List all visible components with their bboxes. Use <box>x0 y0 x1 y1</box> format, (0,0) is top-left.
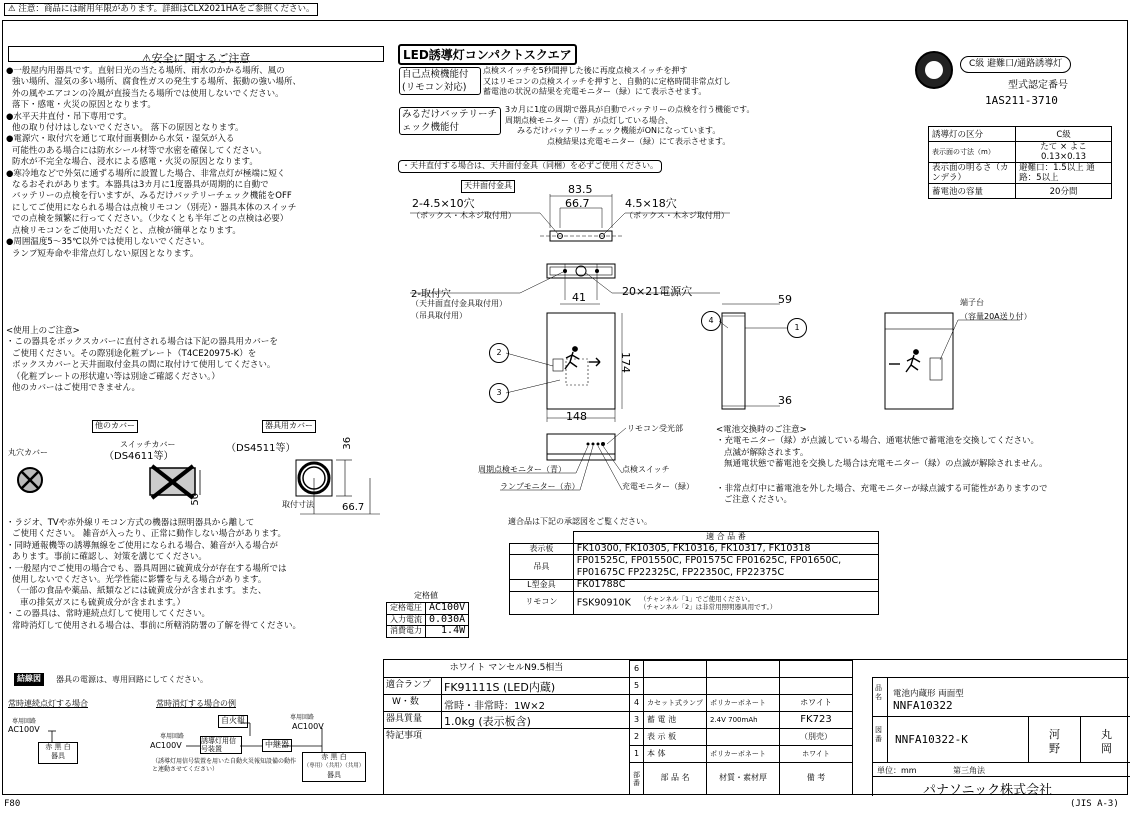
callout-1: 1 <box>787 318 807 338</box>
signal-label: 誘導灯用信号装置 <box>200 736 242 754</box>
footer-right: (JIS A-3) <box>1070 799 1119 809</box>
rating-title: 定格値 <box>414 591 438 600</box>
title-right-vline2 <box>1028 716 1029 762</box>
dim-148: 148 <box>566 410 587 423</box>
usage2-line: 車の排気ガスにも硫黄成分が含まれます。） <box>20 597 186 608</box>
auto-fire-label: 自火報 <box>218 715 248 728</box>
safety-line: ●周囲温度5～35℃以外では使用しないでください。 <box>6 237 210 248</box>
part-name: カセット式ランプ <box>644 695 707 712</box>
spec-w-row <box>384 694 630 712</box>
battery-check-text <box>505 105 755 147</box>
auto-check-label: 自己点検機能付(リモコン対応) <box>399 67 481 95</box>
part-name <box>644 661 707 678</box>
battery-note-line: 点滅が解除されます。 <box>724 447 809 458</box>
parts-row <box>630 746 853 763</box>
dno-key: 図番 <box>875 726 882 743</box>
title-right-hline3 <box>873 776 1130 777</box>
ac-label: AC100V <box>8 725 40 734</box>
parts-header-no: 部番 <box>630 763 644 795</box>
part-remark: ホワイト <box>780 695 853 712</box>
battery-note-line: ご注意ください。 <box>724 495 793 506</box>
cert-row <box>929 184 1112 199</box>
part-no: 2 <box>630 729 644 746</box>
remote-note-1: （チャンネル「1」でご使用ください。 <box>639 594 755 603</box>
safety-line: 防水が不完全な場合、浸水による感電・火災の原因となります。 <box>12 157 258 168</box>
title-right-hline2 <box>873 762 1130 763</box>
usage2-notes <box>6 518 301 632</box>
approval-number: 1AS211-3710 <box>985 94 1058 107</box>
cert-key: 表示面の寸法（m） <box>929 142 1016 163</box>
company-name: パナソニック株式会社 <box>923 783 1053 798</box>
safety-title: ⚠安全に関するご注意 <box>141 52 251 65</box>
usage2-line: ・この器具は、常時連続点灯して使用してください。 <box>6 609 211 620</box>
cert-class: C級 避難口/通路誘導灯 <box>960 56 1071 73</box>
remote-channel-notes <box>640 595 776 611</box>
dedicated-label-3: 専用回路 <box>290 714 315 721</box>
product-title: LED誘導灯コンパクトスクエア <box>398 44 577 65</box>
lamp-monitor-label: ランプモニター（赤） <box>500 482 580 491</box>
top-notice: ⚠ 注意：商品には耐用年限があります。詳細はCLX2021HAをご参照ください。 <box>4 3 318 16</box>
fixture-colors: 赤 黒 白 <box>45 743 71 751</box>
other-cover-label: 他のカバー <box>92 420 138 433</box>
drawing-number: NNFA10322-K <box>895 733 968 746</box>
rating-table <box>386 602 469 638</box>
check-switch-label: 点検スイッチ <box>622 465 670 474</box>
compat-table <box>509 531 879 615</box>
rating-row <box>387 626 469 638</box>
rating-row <box>387 603 469 615</box>
compat-header: 適 合 品 番 <box>573 532 878 544</box>
cert-row <box>929 127 1112 142</box>
safety-line: 落下・感電・火災の原因となります。 <box>12 100 156 111</box>
mount-hole-label: 2-取付穴 <box>411 289 451 300</box>
safety-line: ●電源穴・取付穴を通じて取付面裏側から水気・湿気が入る <box>6 134 235 145</box>
ac-label-2: AC100V <box>150 741 182 750</box>
spec-lamp-value: FK91111S (LED内蔵) <box>444 681 556 694</box>
power-hole-label: 20×21電源穴 <box>622 285 693 298</box>
parts-header-remark: 備 考 <box>780 763 853 795</box>
warning-icon: ⚠ <box>8 4 16 14</box>
part-no: 5 <box>630 678 644 695</box>
spec-mass-key: 器具質量 <box>386 714 423 724</box>
battery-note-line: ・充電モニター（緑）が点滅している場合、通電状態で蓄電池を交換してください。 <box>716 436 1040 447</box>
compat-key: 吊具 <box>510 555 574 580</box>
cert-value: 避難口：1.5以上 通 路：5以上 <box>1016 163 1112 184</box>
rating-value: 1.4W <box>426 626 469 638</box>
remote-note-2: （チャンネル「2」は非常用照明器具用です。） <box>639 602 777 611</box>
safety-line: での点検を頻繁に行ってください。（少なくとも半年ごとの点検は必要） <box>12 214 289 225</box>
usage-line: ご使用ください。その際別途化粧プレート（T4CE20975-K）を <box>12 348 257 359</box>
hole2-label: 4.5×18穴 <box>625 197 677 210</box>
safety-line: ●水平天井直付・吊下専用です。 <box>6 111 132 122</box>
part-material: 2.4V 700mAh <box>707 712 780 729</box>
dim-174: 174 <box>619 352 632 373</box>
dedicated-label: 専用回路 <box>12 718 37 725</box>
parts-table <box>629 660 853 795</box>
usage2-line: 使用しないでください。光学性能に影響を与える場合があります。 <box>12 575 267 586</box>
title-right-hline1 <box>873 716 1130 717</box>
battery-check-line: 3カ月に1度の周期で器具が自動でバッテリーの点検を行う機能です。 <box>505 105 755 114</box>
remote-rx-label: リモコン受光部 <box>627 424 683 433</box>
safety-line: 外の風やエアコンの冷風が直接当たる場所では使用しないでください。 <box>12 88 284 99</box>
parts-row <box>630 695 853 712</box>
battery-note-title: <電池交換時のご注意> <box>716 425 807 435</box>
part-remark <box>780 678 853 695</box>
safety-line: なるおそれがあります。本器具は3カ月に1度器具が周期的に自動で <box>12 180 269 191</box>
rating-key: 定格電圧 <box>387 603 426 615</box>
usage-line: ・この器具をボックスカバーに直付される場合は下記の器具用カバーを <box>6 337 278 348</box>
safety-title-box <box>8 46 384 65</box>
terminal-view <box>885 313 1020 409</box>
ac-label-3: AC100V <box>292 722 324 731</box>
sig1-a: 河 <box>1049 728 1060 741</box>
spec-mass-value: 1.0kg (表示板含) <box>444 715 531 728</box>
part-material <box>707 678 780 695</box>
safety-line: 他の取り付けはしないでください。 落下の原因となります。 <box>12 123 244 134</box>
product-code: NNFA10322 <box>893 699 953 712</box>
wiring-continuous: 常時連続点灯する場合 <box>8 699 88 708</box>
usage-notes <box>6 326 278 394</box>
compat-note: 適合品は下記の承認図をご覧ください。 <box>508 517 652 526</box>
usage2-line: ・ラジオ、TVや赤外線リモコン方式の機器は照明器具から離して <box>6 518 255 528</box>
cover-model: （DS4511等） <box>226 443 296 454</box>
fixture-cover-label: 器具用カバー <box>262 420 316 433</box>
warning-icon: ⚠ <box>141 52 152 65</box>
hole1-label: 2-4.5×10穴 <box>412 197 475 210</box>
rating-value: 0.030A <box>426 614 469 626</box>
sig2-b: 岡 <box>1101 742 1112 755</box>
rating-key: 入力電流 <box>387 614 426 626</box>
part-material: ポリカーボネート <box>707 695 780 712</box>
bracket-label: 天井面付金具 <box>461 180 515 193</box>
part-remark: FK723 <box>780 712 853 729</box>
certification-seal <box>915 51 953 89</box>
compat-remote-cell <box>573 591 878 614</box>
safety-line: にしてご使用になられる場合は点検リモコン（別売）・器具本体のスイッチ <box>12 202 297 213</box>
dim-835: 83.5 <box>568 183 593 196</box>
safety-list <box>6 66 301 260</box>
spec-lamp-key: 適合ランプ <box>386 680 432 690</box>
cover-dim-667: 66.7 <box>342 502 365 513</box>
sig1-b: 野 <box>1049 742 1060 755</box>
compat-value: FP01525C, FP01550C, FP01575C FP01625C, FP01650C, FP01675C FP22325C, FP22350C, FP22375C <box>573 555 878 580</box>
wiring-lines <box>0 700 390 780</box>
spec-color: ホワイト マンセルN9.5相当 <box>384 660 630 678</box>
dim-59: 59 <box>778 293 792 306</box>
cert-key: 誘導灯の区分 <box>929 127 1016 142</box>
wiring-label: 結線図 <box>14 673 44 686</box>
compat-key: リモコン <box>510 591 574 614</box>
part-no: 6 <box>630 661 644 678</box>
round-cover-icon <box>18 468 42 492</box>
compat-value: FK01788C <box>573 580 878 592</box>
battery-check-line: 周期点検モニター（青）が点灯している場合、 <box>505 115 673 125</box>
fixture-label-2: 器具 <box>327 771 341 779</box>
safety-line: 強い場所、湿気の多い場所、腐食性ガスの発生する場所、振動の強い場所、 <box>12 77 302 88</box>
usage2-line: ・一般屋内でご使用の場合でも、器具周囲に硫黄成分が存在する場所では <box>6 563 287 574</box>
rating-value: AC100V <box>426 603 469 615</box>
cert-row <box>929 142 1112 163</box>
usage2-line: ・同時通報機等の誘導無線をご使用になられる場合、雑音が入る場合が <box>6 540 279 551</box>
part-no: 3 <box>630 712 644 729</box>
compat-row <box>510 580 879 592</box>
compat-row <box>510 555 879 580</box>
hole1-box: （ボックス・木ネジ取付用） <box>412 211 516 220</box>
battery-note-line: ・非常点灯中に蓄電池を外した場合、充電モニターが緑点滅する可能性がありますので <box>716 483 1048 494</box>
part-name <box>644 678 707 695</box>
compat-key: L型金具 <box>510 580 574 592</box>
title-right-block <box>872 677 1129 796</box>
part-name: 表 示 板 <box>644 729 707 746</box>
part-material <box>707 729 780 746</box>
projection-label: 第三角法 <box>953 766 985 775</box>
sig2-a: 丸 <box>1101 728 1112 741</box>
parts-row <box>630 661 853 678</box>
safety-line: ランプ短寿命や非常点灯しない原因となります。 <box>12 248 199 259</box>
fixture-label: 器具 <box>51 752 65 760</box>
parts-row <box>630 712 853 729</box>
title-block <box>383 659 1128 798</box>
usage-line: ボックスカバーと天井面取付金具の間に取付けて使用してください。 <box>12 360 276 371</box>
title-right-vline <box>887 678 888 762</box>
spec-w-key: W・数 <box>392 697 419 707</box>
usage2-line: あります。事前に確認し、対策を講じてください。 <box>12 552 207 563</box>
spec-mass-row <box>384 711 630 729</box>
rating-key: 消費電力 <box>387 626 426 638</box>
fixture-side-view <box>719 304 787 409</box>
cert-table <box>928 126 1112 199</box>
usage2-line: （一部の食品や薬品、紙類などには硫黄成分が含まれます。また、 <box>12 586 267 597</box>
dim-41: 41 <box>572 291 586 304</box>
footer-left: F80 <box>4 799 21 809</box>
safety-line: ●寒冷地などで外気に通ずる場所に設置した場合、非常点灯が極端に短く <box>6 168 286 179</box>
usage2-line: ご使用ください。 雑音が入ったり、正常に動作しない場合があります。 <box>12 529 287 540</box>
cert-row <box>929 163 1112 184</box>
dim-667: 66.7 <box>565 197 590 210</box>
title-right-vline3 <box>1080 716 1081 762</box>
switch-cover-model: （DS4611等） <box>104 451 174 462</box>
spec-left-divider <box>441 677 442 728</box>
cert-key: 蓄電池の容量 <box>929 184 1016 199</box>
part-material <box>707 661 780 678</box>
fixture-top-view <box>410 264 720 300</box>
parts-header-name: 部 品 名 <box>644 763 707 795</box>
terminal-label: 端子台 <box>960 298 984 307</box>
battery-check-label: みるだけバッテリーチェック機能付 <box>399 107 501 135</box>
dedicated-label-2: 専用回路 <box>160 733 185 740</box>
usage-line: 他のカバーはご使用できません。 <box>12 383 141 394</box>
safety-line: 点検リモコンをご使用いただくと、点検が簡単となります。 <box>12 225 241 236</box>
mount-dim-label: 取付寸法 <box>282 500 314 509</box>
product-name: 電池内蔵形 両面型 <box>893 689 964 699</box>
pname-key: 品名 <box>875 684 882 701</box>
terminal-cap: （容量20A送り付） <box>960 312 1032 321</box>
compat-value: FK10300, FK10305, FK10316, FK10317, FK10318 <box>573 543 878 555</box>
fixture-front-view <box>506 304 622 422</box>
safety-line: バッテリーの点検を行いますが、みるだけバッテリーチェック機能をOFF <box>12 191 292 202</box>
part-no: 4 <box>630 695 644 712</box>
spec-lamp-row <box>384 677 630 695</box>
rating-row <box>387 614 469 626</box>
part-remark: （別売） <box>780 729 853 746</box>
battery-check-line: みるだけバッテリーチェック機能がONになっています。 <box>517 126 721 135</box>
parts-row <box>630 678 853 695</box>
auto-check-line: 蓄電池の状況の結果を充電モニター（緑）にて表示させます。 <box>483 87 707 96</box>
fixture-paren: （専用）（共用）（共用） <box>303 763 365 769</box>
parts-row <box>630 729 853 746</box>
relay-label: 中継器 <box>262 739 292 752</box>
safety-line: ●一般屋内用器具です。直射日光の当たる場所、雨水のかかる場所、風の <box>6 66 285 76</box>
cert-value: C級 <box>1016 127 1112 142</box>
parts-header-material: 材質・素材厚 <box>707 763 780 795</box>
auto-check-line: 又はリモコンの点検スイッチを押すと、自動的に定格時間非常点灯し <box>483 76 731 86</box>
compat-header-row <box>510 532 879 544</box>
usage-title: <使用上のご注意> <box>6 326 80 336</box>
callout-4: 4 <box>701 311 721 331</box>
charge-monitor-label: 充電モニター（緑） <box>622 482 694 491</box>
part-remark <box>780 661 853 678</box>
cycle-monitor-label: 周期点検モニター（青） <box>478 465 566 474</box>
compat-key: 表示板 <box>510 543 574 555</box>
usage2-line: 常時消灯して使用される場合は、事前に所轄消防署の了解を得てください。 <box>12 620 302 631</box>
compat-row <box>510 543 879 555</box>
auto-check-text <box>483 66 731 98</box>
safety-line: 可能性のある場合には防水シール材等で水密を確保してください。 <box>12 145 267 156</box>
cert-value: たて × よこ 0.13×0.13 <box>1016 142 1112 163</box>
auto-check-line: 点検スイッチを5秒間押した後に再度点検スイッチを押す <box>483 66 688 75</box>
spec-w-value: 常時・非常時：1W×2 <box>444 701 545 712</box>
cert-value: 20分間 <box>1016 184 1112 199</box>
cover-dim-36: 36 <box>342 436 354 450</box>
wiring-note: 器具の電源は、専用回路にしてください。 <box>56 675 208 684</box>
compat-row <box>510 591 879 614</box>
battery-note-line: 無通電状態で蓄電池を交換した場合は充電モニター（緑）の点滅が解除されません。 <box>724 459 1048 470</box>
part-material: ポリカーボネート <box>707 746 780 763</box>
approval-label: 型式認定番号 <box>1008 80 1068 91</box>
spec-special: 特記事項 <box>386 731 423 741</box>
part-name: 本 体 <box>644 746 707 763</box>
unit-label: 単位：mm <box>877 766 917 775</box>
part-name: 蓄 電 池 <box>644 712 707 729</box>
dim-36: 36 <box>778 394 792 407</box>
wiring-off-example: 常時消灯する場合の例 <box>156 699 236 708</box>
callout-3: 3 <box>489 383 509 403</box>
bracket-view <box>410 194 730 241</box>
battery-check-line: 点検結果は充電モニター（緑）にて表示させます。 <box>547 136 731 146</box>
mount-hole-b: （吊具取付用） <box>411 311 467 320</box>
fixture-colors-2: 赤 黒 白 <box>321 753 347 761</box>
hole2-box: （ボックス・木ネジ取付用） <box>625 211 729 220</box>
part-remark: ホワイト <box>780 746 853 763</box>
usage-line: （化粧プレートの形状違い等は別途ご確認ください。） <box>12 371 220 382</box>
ceiling-note: ・天井直付する場合は、天井面付金具（同梱）を必ずご使用ください。 <box>398 160 662 173</box>
switch-cover-label: スイッチカバー <box>120 440 176 449</box>
compat-value: FSK90910K <box>576 597 631 608</box>
mount-hole-a: （天井面直付金具取付用） <box>411 299 507 308</box>
wiring-footnote: （誘導灯用信号装置を用いた自動火災報知設備の動作と連動させてください） <box>152 758 297 773</box>
round-cover-label: 丸穴カバー <box>8 448 48 457</box>
part-no: 1 <box>630 746 644 763</box>
fixture-bottom-view <box>480 428 626 490</box>
parts-header-row <box>630 763 853 795</box>
cover-dim-50: 50 <box>190 492 202 506</box>
covers-drawing <box>0 430 390 520</box>
callout-2: 2 <box>489 343 509 363</box>
battery-notes <box>716 425 1048 506</box>
cert-key: 表示面の明るさ（カンデラ） <box>929 163 1016 184</box>
